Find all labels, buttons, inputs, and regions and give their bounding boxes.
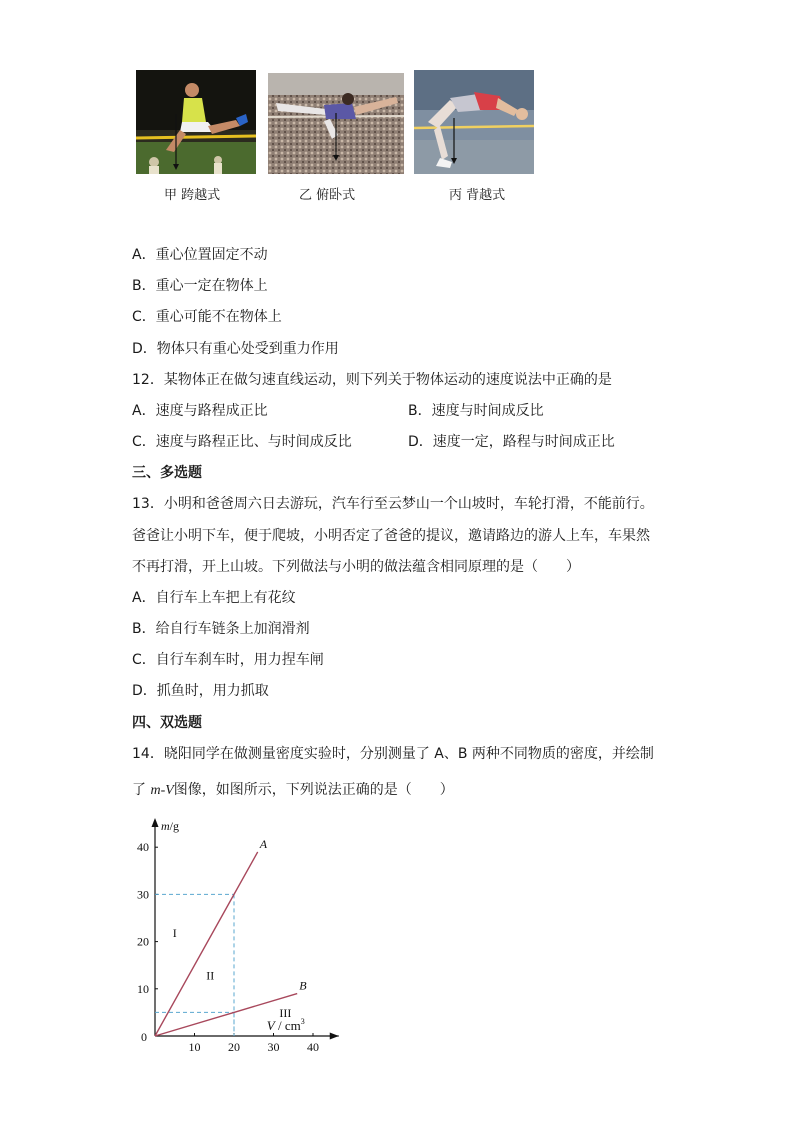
- x-axis-label-sup: 3: [300, 1017, 305, 1026]
- series-line-a: [155, 852, 258, 1036]
- q12-stem: 12．某物体正在做匀速直线运动，则下列关于物体运动的速度说法中正确的是: [132, 372, 612, 388]
- y-tick-label: 20: [137, 934, 149, 949]
- photo-fosbury: [414, 70, 534, 174]
- q12-option-d: D．速度一定，路程与时间成正比: [408, 434, 615, 450]
- x-tick-label: 10: [188, 1040, 201, 1054]
- q13-option-b: B．给自行车链条上加润滑剂: [132, 621, 310, 637]
- y-axis-arrow: [152, 818, 159, 827]
- q13-option-c: C．自行车刹车时，用力捏车闸: [132, 652, 324, 668]
- q13-option-a: A．自行车上车把上有花纹: [132, 590, 296, 606]
- high-jump-fosbury-photo-icon: [414, 70, 534, 174]
- q13-stem-line-3: 不再打滑，开上山坡。下列做法与小明的做法蕴含相同原理的是（ ）: [132, 559, 580, 575]
- series-label-b: B: [299, 978, 307, 993]
- section-heading-double-choice: 四、双选题: [132, 715, 202, 731]
- q12-option-b: B．速度与时间成反比: [408, 403, 544, 419]
- q14-stem-line-2: [132, 779, 454, 799]
- q13-option-d: D．抓鱼时，用力抓取: [132, 683, 269, 699]
- q13-stem-line-1: 13．小明和爸爸周六日去游玩，汽车行至云梦山一个山坡时，车轮打滑，不能前行。: [132, 496, 654, 512]
- y-axis-label-unit: /g: [169, 819, 180, 833]
- y-axis-label-var: m: [161, 819, 170, 833]
- q11-option-a: A．重心位置固定不动: [132, 247, 268, 263]
- q14-stem-suffix: 图像，如图所示，下列说法正确的是（ ）: [173, 782, 454, 798]
- x-axis-arrow: [330, 1033, 339, 1040]
- mv-chart: [130, 810, 390, 1070]
- figure-caption-straddle: 甲 跨越式: [164, 188, 221, 203]
- q13-stem-line-2: 爸爸让小明下车，便于爬坡，小明否定了爸爸的提议，邀请路边的游人上车，车果然: [132, 528, 650, 544]
- q11-option-b: B．重心一定在物体上: [132, 278, 268, 294]
- x-tick-label: 30: [267, 1040, 280, 1054]
- q11-option-d: D．物体只有重心处受到重力作用: [132, 341, 339, 357]
- q14-stem-line-1: 14．晓阳同学在做测量密度实验时，分别测量了 A、B 两种不同物质的密度，并绘制: [132, 746, 654, 762]
- section-heading-multi-choice: 三、多选题: [132, 465, 202, 481]
- x-axis-label-unit: / cm: [274, 1018, 301, 1033]
- y-tick-label: 30: [137, 887, 149, 902]
- x-tick-label: 40: [307, 1040, 319, 1054]
- y-tick-label: 10: [137, 981, 149, 996]
- region-label: III: [279, 1006, 292, 1021]
- x-axis-label: [267, 1017, 305, 1033]
- q12-option-a: A．速度与路程成正比: [132, 403, 268, 419]
- q14-stem-prefix: 了: [132, 782, 151, 798]
- origin-label: 0: [141, 1030, 147, 1044]
- photo-straddle: [136, 70, 256, 174]
- y-axis-label: [161, 819, 179, 833]
- high-jump-belly-roll-photo-icon: [268, 73, 404, 174]
- figure-caption-belly-roll: 乙 俯卧式: [299, 188, 356, 203]
- q14-stem-variable: m-V: [150, 783, 174, 798]
- figure-caption-fosbury: 丙 背越式: [449, 188, 506, 203]
- region-label: I: [172, 925, 177, 940]
- series-label-a: A: [259, 836, 268, 851]
- region-label: II: [206, 968, 215, 983]
- x-axis-label-var: V: [266, 1018, 275, 1033]
- high-jump-straddle-photo-icon: [136, 70, 256, 174]
- photo-belly-roll: [268, 73, 404, 174]
- q12-option-c: C．速度与路程正比、与时间成反比: [132, 434, 352, 450]
- q11-option-c: C．重心可能不在物体上: [132, 309, 282, 325]
- x-tick-label: 20: [228, 1040, 240, 1054]
- y-tick-label: 40: [137, 840, 149, 855]
